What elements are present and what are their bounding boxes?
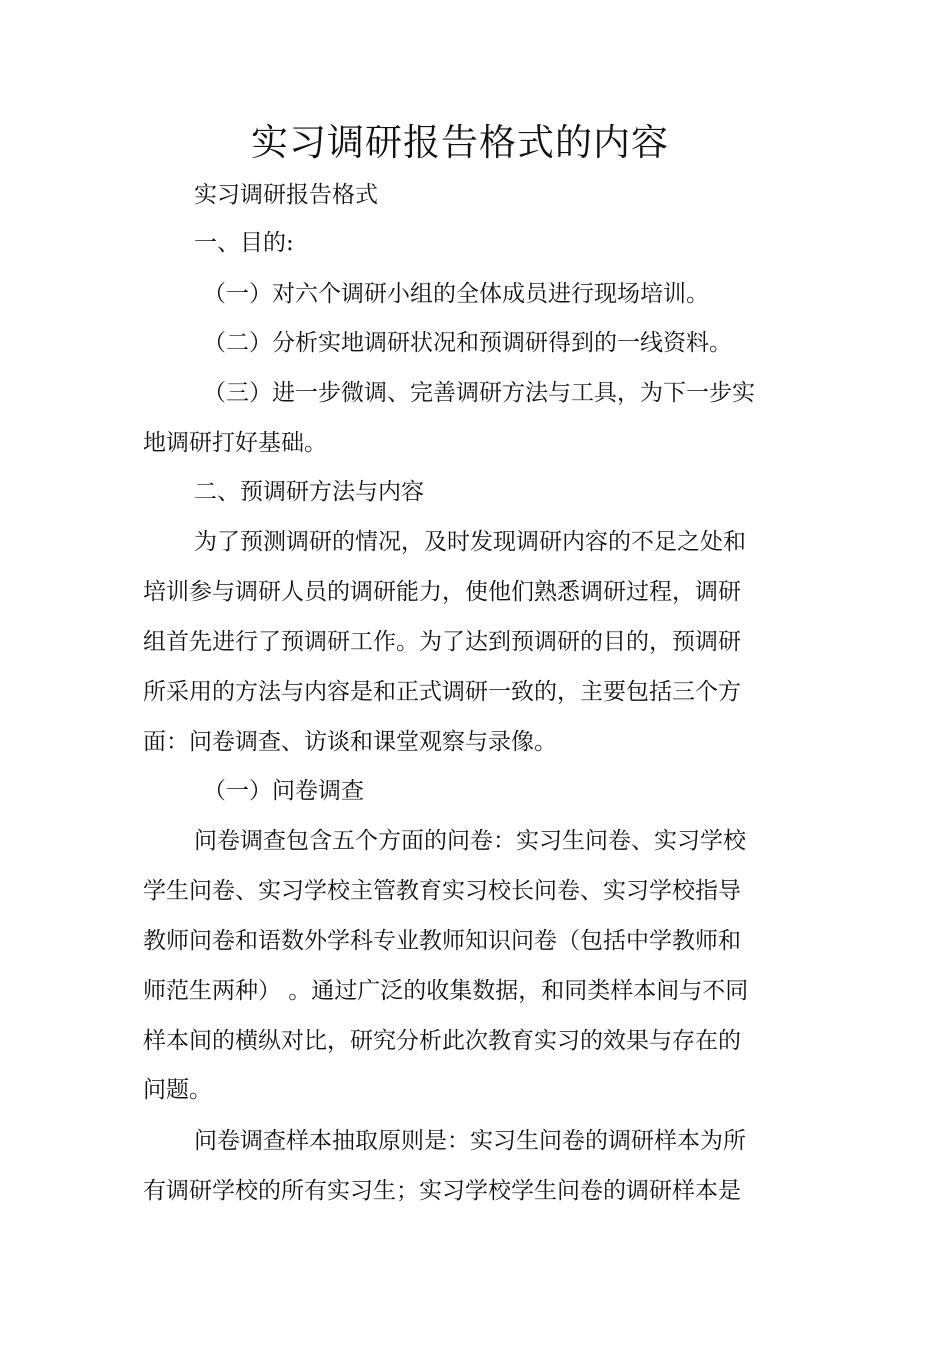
paragraph-line: 问题。 (143, 1077, 212, 1103)
paragraph-line: 问卷调查包含五个方面的问卷：实习生问卷、实习学校 (194, 828, 746, 854)
subsection-heading-questionnaire: （一）问卷调查 (203, 778, 364, 804)
purpose-item-2: （二）分析实地调研状况和预调研得到的一线资料。 (203, 330, 732, 356)
paragraph-line: 组首先进行了预调研工作。为了达到预调研的目的，预调研 (143, 629, 741, 655)
paragraph-line: 问卷调查样本抽取原则是：实习生问卷的调研样本为所 (194, 1128, 746, 1154)
paragraph-line: 学生问卷、实习学校主管教育实习校长问卷、实习学校指导 (143, 878, 741, 904)
subtitle-line: 实习调研报告格式 (194, 182, 378, 208)
paragraph-line: 面：问卷调查、访谈和课堂观察与录像。 (143, 729, 557, 755)
paragraph-line: 所采用的方法与内容是和正式调研一致的，主要包括三个方 (143, 679, 741, 705)
purpose-item-3-line-1: （三）进一步微调、完善调研方法与工具，为下一步实 (203, 380, 755, 406)
paragraph-line: 样本间的横纵对比，研究分析此次教育实习的效果与存在的 (143, 1028, 741, 1054)
paragraph-line: 培训参与调研人员的调研能力，使他们熟悉调研过程，调研 (143, 579, 741, 605)
paragraph-line: 教师问卷和语数外学科专业教师知识问卷（包括中学教师和 (143, 928, 741, 954)
purpose-item-1: （一）对六个调研小组的全体成员进行现场培训。 (203, 281, 709, 307)
paragraph-line: 师范生两种） 。通过广泛的收集数据，和同类样本间与不同 (143, 978, 749, 1004)
paragraph-line: 有调研学校的所有实习生；实习学校学生问卷的调研样本是 (143, 1178, 741, 1204)
section-heading-purpose: 一、目的: (194, 230, 294, 256)
section-heading-method: 二、预调研方法与内容 (194, 479, 424, 505)
document-title: 实习调研报告格式的内容 (251, 121, 669, 164)
purpose-item-3-line-2: 地调研打好基础。 (143, 430, 327, 456)
paragraph-line: 为了预测调研的情况，及时发现调研内容的不足之处和 (194, 529, 746, 555)
